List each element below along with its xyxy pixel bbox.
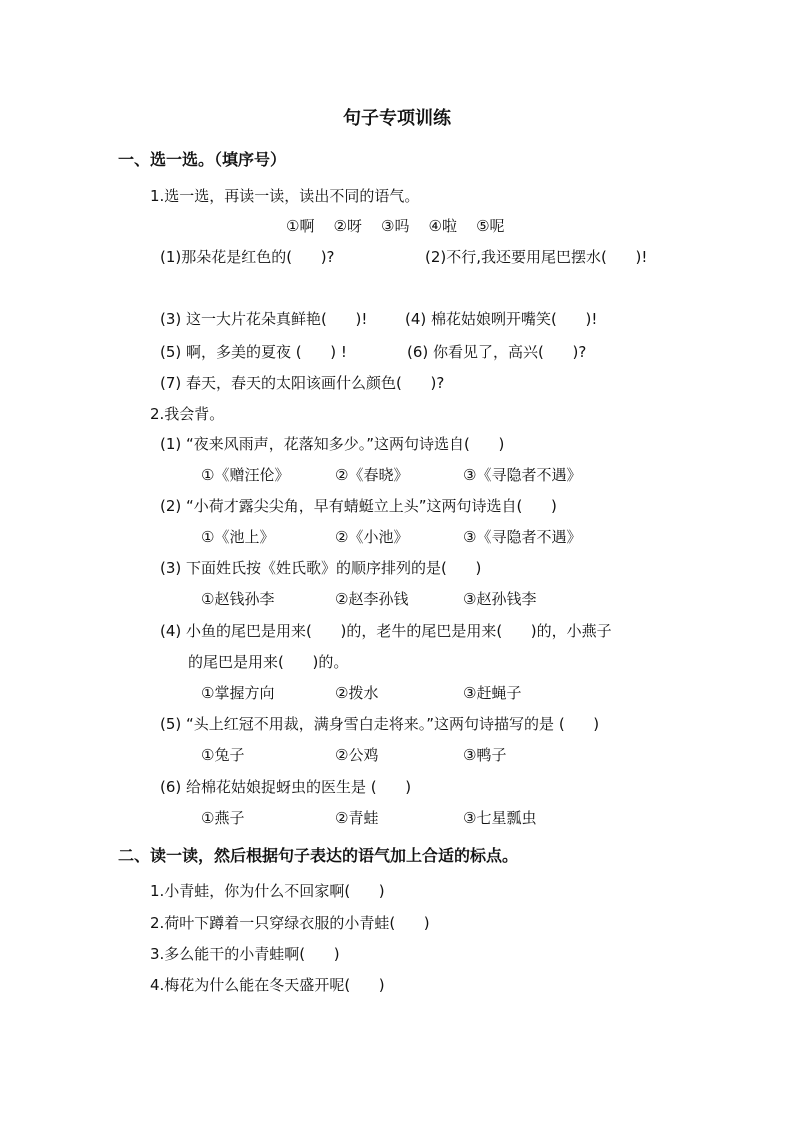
q2-item-1-question: (1) “夜来风雨声，花落知多少。”这两句诗选自( ) xyxy=(160,435,505,453)
q2-item-5-option-1: ①兔子 xyxy=(201,746,245,764)
q2-item-6-option-1: ①燕子 xyxy=(201,809,245,827)
q2-item-4-option-1: ①掌握方向 xyxy=(201,684,275,702)
q1-item-1: (1)那朵花是红色的( )? xyxy=(160,248,335,266)
p2-item-1: 1.小青蛙，你为什么不回家啊( ) xyxy=(150,882,385,900)
q2-item-4-question: (4) 小鱼的尾巴是用来( )的，老牛的尾巴是用来( )的，小燕子 xyxy=(160,622,612,640)
q2-item-5-option-3: ③鸭子 xyxy=(463,746,507,764)
q2-item-2-option-2: ②《小池》 xyxy=(335,528,409,546)
section-2-heading: 二、读一读，然后根据句子表达的语气加上合适的标点。 xyxy=(118,846,519,865)
q2-item-1-option-1: ①《赠汪伦》 xyxy=(201,466,290,484)
q1-item-2: (2)不行,我还要用尾巴摆水( )! xyxy=(425,248,648,266)
q2-item-2-option-3: ③《寻隐者不遇》 xyxy=(463,528,582,546)
p2-item-3: 3.多么能干的小青蛙啊( ) xyxy=(150,945,340,963)
q2-item-4-option-2: ②拨水 xyxy=(335,684,379,702)
q2-item-3-option-2: ②赵李孙钱 xyxy=(335,590,409,608)
q2-item-4-option-3: ③赶蝇子 xyxy=(463,684,522,702)
q2-item-1-option-3: ③《寻隐者不遇》 xyxy=(463,466,582,484)
q2-item-6-option-2: ②青蛙 xyxy=(335,809,379,827)
q2-item-5-question: (5) “头上红冠不用裁，满身雪白走将来。”这两句诗描写的是 ( ) xyxy=(160,715,600,733)
q1-item-6: (6) 你看见了，高兴( )? xyxy=(407,343,587,361)
q2-item-6-question: (6) 给棉花姑娘捉蚜虫的医生是 ( ) xyxy=(160,778,412,796)
q2-item-2-question: (2) “小荷才露尖尖角，早有蜻蜓立上头”这两句诗选自( ) xyxy=(160,497,557,515)
p2-item-2: 2.荷叶下蹲着一只穿绿衣服的小青蛙( ) xyxy=(150,914,430,932)
q2-item-5-option-2: ②公鸡 xyxy=(335,746,379,764)
q1-item-7: (7) 春天，春天的太阳该画什么颜色( )? xyxy=(160,374,445,392)
q2-item-4-question-cont: 的尾巴是用来( )的。 xyxy=(188,653,349,671)
q1-item-4: (4) 棉花姑娘咧开嘴笑( )! xyxy=(405,310,598,328)
q2-item-2-option-1: ①《池上》 xyxy=(201,528,275,546)
p2-item-4: 4.梅花为什么能在冬天盛开呢( ) xyxy=(150,976,385,994)
page-title: 句子专项训练 xyxy=(343,108,451,129)
q2-stem: 2.我会背。 xyxy=(150,405,225,423)
q2-item-1-option-2: ②《春晓》 xyxy=(335,466,409,484)
q1-stem: 1.选一选，再读一读，读出不同的语气。 xyxy=(150,187,420,205)
q1-item-5: (5) 啊，多美的夏夜 ( ) ! xyxy=(160,343,347,361)
q1-item-3: (3) 这一大片花朵真鲜艳( )! xyxy=(160,310,368,328)
q2-item-3-option-1: ①赵钱孙李 xyxy=(201,590,275,608)
q2-item-3-option-3: ③赵孙钱李 xyxy=(463,590,537,608)
q2-item-3-question: (3) 下面姓氏按《姓氏歌》的顺序排列的是( ) xyxy=(160,559,482,577)
q1-choices: ①啊 ②呀 ③吗 ④啦 ⑤呢 xyxy=(286,217,505,235)
q2-item-6-option-3: ③七星瓢虫 xyxy=(463,809,537,827)
section-1-heading: 一、选一选。（填序号） xyxy=(118,150,287,169)
